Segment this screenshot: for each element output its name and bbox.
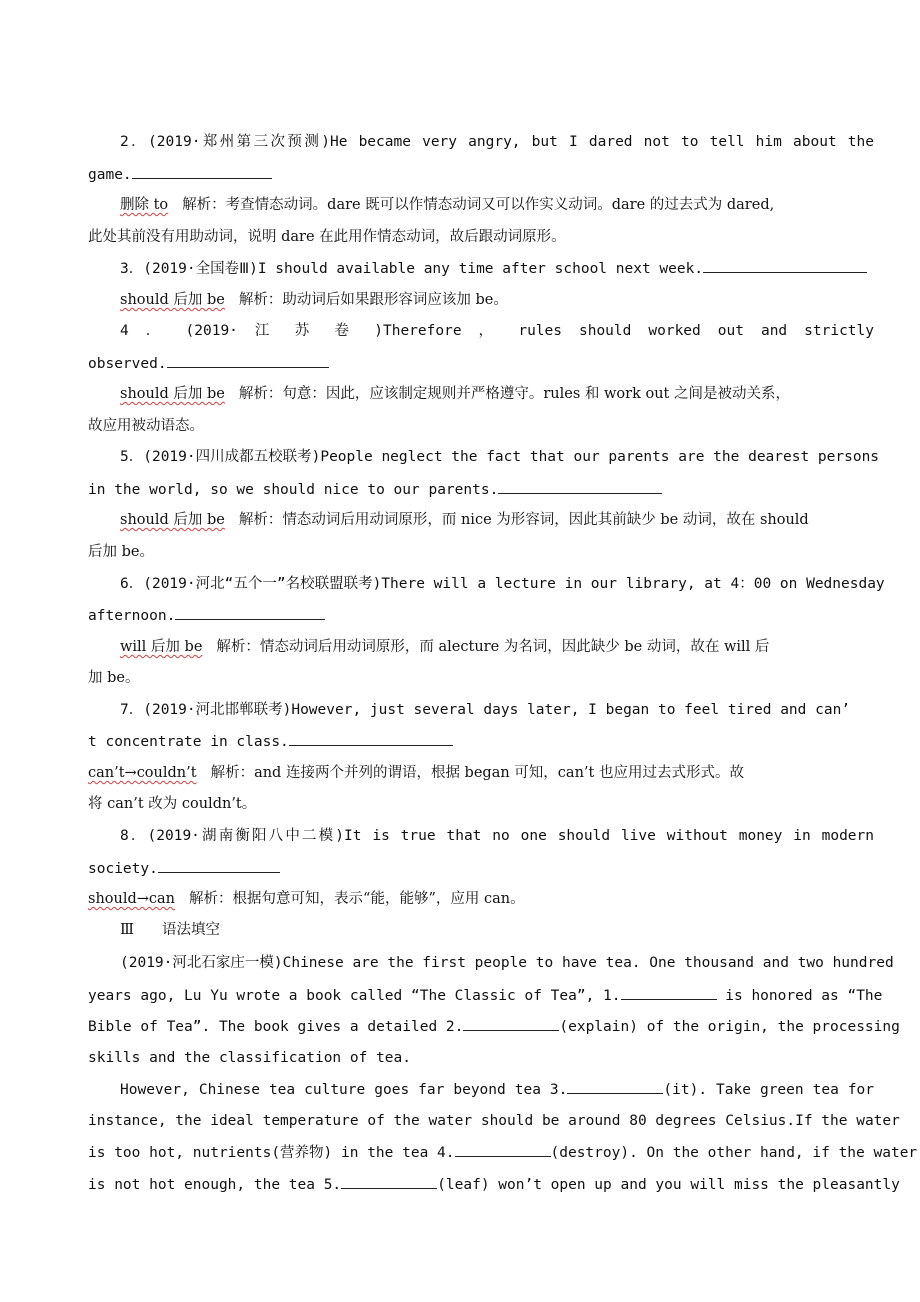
answer-blank [158, 857, 280, 873]
answer-blank [132, 163, 272, 179]
q3-explanation: 解析：助动词后如果跟形容词应该加 be。 [238, 292, 508, 308]
q6-explanation: 解析：情态动词后用动词原形，而 alecture 为名词，因此缺少 be 动词，故在 will 后 [216, 639, 770, 655]
q3-line1-text: 3．(2019·全国卷Ⅲ)I should available any time after school next week. [120, 261, 704, 277]
blank-4 [455, 1141, 551, 1157]
q8-line2-text: society. [88, 861, 158, 877]
blank-2 [463, 1015, 559, 1031]
q8-answer-row [88, 888, 874, 910]
passage-line8-b: (leaf) won’t open up and you will miss the pleasantly [437, 1177, 900, 1193]
passage-line5-b: (it). Take green tea for [663, 1082, 875, 1098]
q4-line1: 4 ． (2019· 江 苏 卷 )Therefore ， rules should worked out and strictly [120, 323, 874, 339]
q2-line2 [88, 163, 874, 185]
q7-line1: 7．(2019·河北邯郸联考)However, just several days later, I began to feel tired and can’ [120, 702, 851, 718]
passage-line2-b: is honored as “The [725, 988, 883, 1004]
q5-answer-row [120, 509, 874, 531]
q2-explanation: 解析：考查情态动词。dare 既可以作情态动词又可以作实义动词。dare 的过去式为 dared, [182, 197, 775, 213]
q8-line1: 8．(2019·湖南衡阳八中二模)It is true that no one should live without money in modern [120, 828, 874, 844]
q8-explanation: 解析：根据句意可知，表示“能，能够”，应用 can。 [189, 891, 525, 907]
passage-line4: skills and the classification of tea. [88, 1050, 412, 1066]
passage-line5 [120, 1078, 874, 1100]
blank-5 [341, 1173, 437, 1189]
q3-answer: should 后加 be [120, 292, 225, 308]
q3-line1 [120, 257, 874, 279]
q6-line2 [88, 604, 874, 626]
section-number: Ⅲ [120, 922, 134, 938]
q7-line2-text: t concentrate in class. [88, 734, 289, 750]
passage-line7 [88, 1141, 918, 1163]
answer-blank [498, 478, 662, 494]
q5-answer: should 后加 be [120, 512, 225, 528]
section-title: 语法填空 [161, 922, 220, 938]
answer-blank [175, 604, 325, 620]
q8-line2 [88, 857, 874, 879]
passage-line3-a: Bible of Tea”. The book gives a detailed 2. [88, 1019, 464, 1035]
q5-line2 [88, 478, 874, 500]
section-heading [120, 919, 220, 941]
q2-answer-row [120, 194, 874, 216]
answer-blank [167, 352, 329, 368]
passage-line8-a: is not hot enough, the tea 5. [88, 1177, 342, 1193]
answer-blank [289, 730, 453, 746]
q4-explanation-cont: 故应用被动语态。 [88, 418, 204, 434]
blank-1 [621, 984, 717, 1000]
passage-line2 [88, 984, 883, 1006]
q6-answer-row [120, 636, 874, 658]
answer-blank [703, 257, 867, 273]
passage-line3-b: (explain) of the origin, the processing [559, 1019, 900, 1035]
q3-answer-row [120, 289, 874, 311]
passage-line7-b: (destroy). On the other hand, if the water [550, 1145, 918, 1161]
passage-line2-a: years ago, Lu Yu wrote a book called “The Classic of Tea”, 1. [88, 988, 621, 1004]
q2-explanation-cont: 此处其前没有用助动词，说明 dare 在此用作情态动词，故后跟动词原形。 [88, 229, 566, 245]
passage-line7-a: is too hot, nutrients(营养物) in the tea 4. [88, 1145, 455, 1161]
q6-line1: 6．(2019·河北“五个一”名校联盟联考)There will a lecture in our library, at 4：00 on Wednesday [120, 576, 885, 592]
q2-line2-text: game. [88, 167, 132, 183]
q5-explanation: 解析：情态动词后用动词原形，而 nice 为形容词，因此其前缺少 be 动词，故在 should [238, 512, 809, 528]
passage-line6: instance, the ideal temperature of the water should be around 80 degrees Celsius.If the water [88, 1113, 900, 1129]
q7-answer-row [88, 762, 874, 784]
q7-answer: can’t→couldn’t [88, 765, 197, 781]
q7-explanation: 解析：and 连接两个并列的谓语，根据 began 可知，can’t 也应用过去式形式。故 [210, 765, 744, 781]
q6-explanation-cont: 加 be。 [88, 670, 140, 686]
q4-answer-row [120, 383, 874, 405]
q7-explanation-cont: 将 can’t 改为 couldn’t。 [88, 796, 257, 812]
q5-explanation-cont: 后加 be。 [88, 544, 154, 560]
q2-answer: 删除 to [120, 197, 169, 213]
passage-line3 [88, 1015, 900, 1037]
q5-line1: 5．(2019·四川成都五校联考)People neglect the fact that our parents are the dearest persons [120, 449, 880, 465]
q4-line2-text: observed. [88, 356, 167, 372]
passage-line5-a: However, Chinese tea culture goes far beyond tea 3. [120, 1082, 568, 1098]
q7-line2 [88, 730, 874, 752]
q5-line2-text: in the world, so we should nice to our parents. [88, 482, 499, 498]
q8-answer: should→can [88, 891, 176, 907]
q4-explanation: 解析：句意：因此，应该制定规则并严格遵守。rules 和 work out 之间是被动关系， [238, 386, 790, 402]
q4-line2 [88, 352, 874, 374]
passage-line8 [88, 1173, 900, 1195]
blank-3 [567, 1078, 663, 1094]
q2-line1: 2．(2019·郑州第三次预测)He became very angry, but I dared not to tell him about the [120, 134, 874, 150]
q4-answer: should 后加 be [120, 386, 225, 402]
q6-line2-text: afternoon. [88, 608, 176, 624]
q6-answer: will 后加 be [120, 639, 203, 655]
passage-line1: (2019·河北石家庄一模)Chinese are the first people to have tea. One thousand and two hundred [120, 955, 894, 971]
